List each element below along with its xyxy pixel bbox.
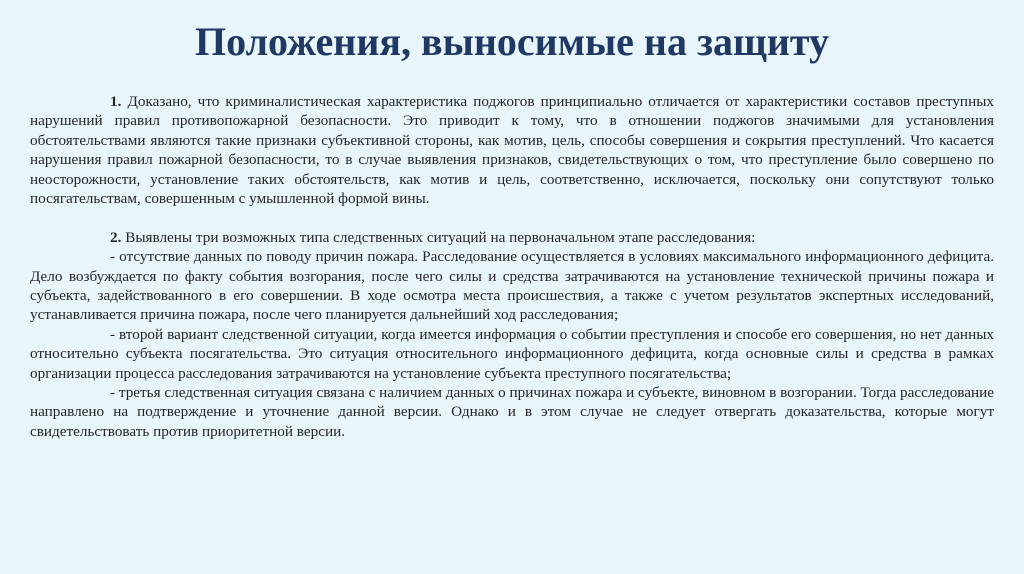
point-1 — [30, 92, 994, 208]
paragraph-gap — [30, 208, 994, 227]
point-2-number: 2. — [110, 228, 122, 246]
point-2-intro-text: Выявлены три возможных типа следственных ситуаций на первоначальном этапе расследования: — [125, 228, 756, 246]
point-2-intro — [30, 228, 994, 247]
slide-body — [30, 92, 994, 441]
point-2-item-2: - второй вариант следственной ситуации, когда имеется информация о событии преступления и способе его совершения, но нет данных относительно субъекта посягательства. Это ситуация относительного информационного дефицита, когда основные силы и средства в рамках организации процесса расследования затрачиваются на установление субъекта преступного посягательства; — [30, 325, 994, 382]
point-2-item-3: - третья следственная ситуация связана с наличием данных о причинах пожара и субъекте, виновном в возгорании. Тогда расследование направлено на подтверждение и уточнение данной версии. Однако и в этом случае не следует отвергать доказательства, которые могут свидетельствовать против приоритетной версии. — [30, 384, 994, 440]
point-1-number: 1. — [110, 93, 122, 110]
point-2-item-1: - отсутствие данных по поводу причин пожара. Расследование осуществляется в условиях максимального информационного дефицита. Дело возбуждается по факту события возгорания, после чего силы и средства затрачиваются на установление технической причины пожара и субъекта, задействованного в его совершении. В ходе осмотра места происшествия, а также с учетом результатов экспертных исследований, устанавливается причина пожара, после чего планируется дальнейший ход расследования; — [30, 248, 994, 324]
page-title: Положения, выносимые на защиту — [195, 19, 829, 64]
point-1-text: Доказано, что криминалистическая характеристика поджогов принципиально отличается от характеристики составов преступных нарушений правил противопожарной безопасности. Это приводит к тому, что в отношении поджогов значимыми для установления обстоятельствами являются такие признаки субъективной стороны, как мотив, цель, способы совершения и сокрытия преступлений. Что касается нарушения правил пожарной безопасности, то в случае выявления признаков, свидетельствующих о том, что преступление было совершено по неосторожности, установление таких обстоятельств, как мотив и цель, соответственно, исключается, поскольку они сопутствуют только посягательствам, совершенным с умышленной формой вины. — [30, 93, 994, 208]
